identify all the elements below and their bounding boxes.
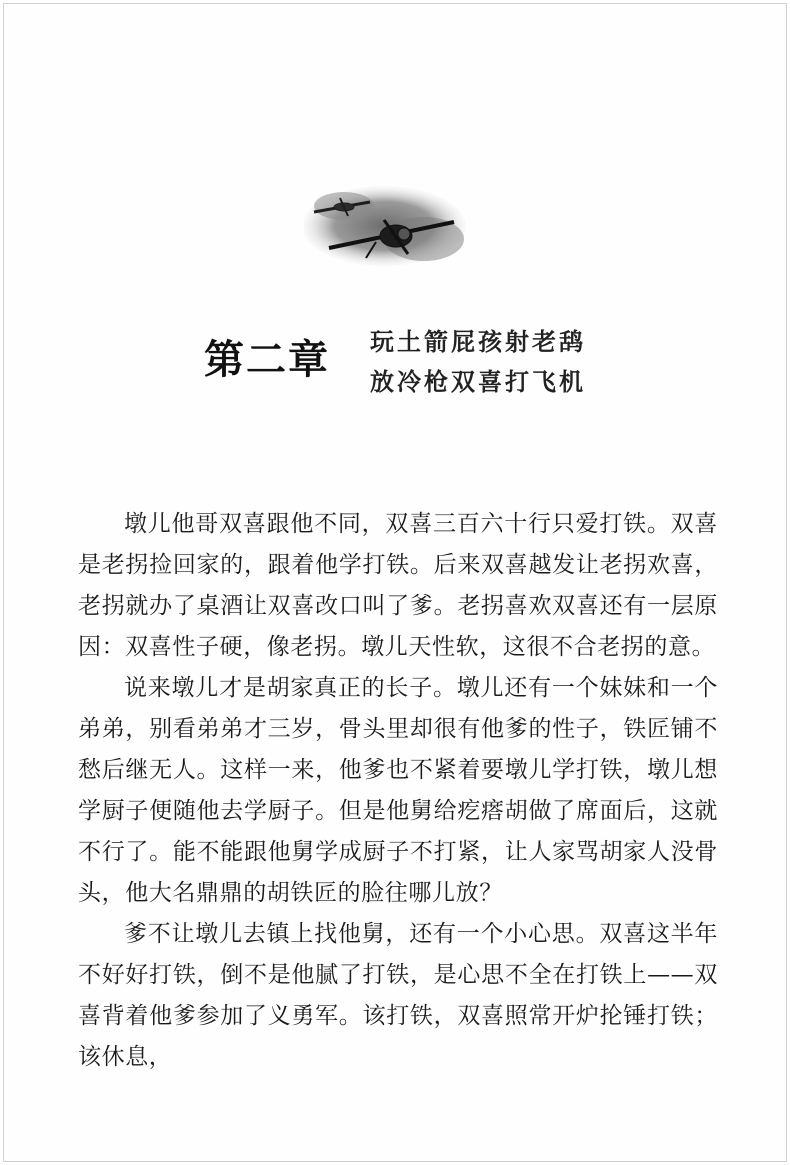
chapter-heading	[204, 322, 624, 402]
paragraph: 爹不让墩儿去镇上找他舅，还有一个小心思。双喜这半年不好好打铁，倒不是他腻了打铁，是心思不全在打铁上——双喜背着他爹参加了义勇军。该打铁，双喜照常开炉抡锤打铁；该休息，	[78, 921, 718, 1070]
fighter-planes-icon	[304, 184, 474, 274]
body-text	[78, 504, 718, 1078]
chapter-number: 第二章	[204, 336, 330, 383]
fighter-planes-illustration	[304, 184, 474, 274]
paragraph: 墩儿他哥双喜跟他不同，双喜三百六十行只爱打铁。双喜是老拐捡回家的，跟着他学打铁。后来双喜越发让老拐欢喜，老拐就办了桌酒让双喜改口叫了爹。老拐喜欢双喜还有一层原因：双喜性子硬，像老拐。墩儿天性软，这很不合老拐的意。	[78, 511, 718, 660]
chapter-title-line-2: 放冷枪双喜打飞机	[370, 367, 586, 396]
chapter-title-line-1: 玩土箭屁孩射老鸹	[370, 327, 586, 356]
paragraph: 说来墩儿才是胡家真正的长子。墩儿还有一个妹妹和一个弟弟，别看弟弟才三岁，骨头里却很有他爹的性子，铁匠铺不愁后继无人。这样一来，他爹也不紧着要墩儿学打铁，墩儿想学厨子便随他去学厨子。但是他舅给疙瘩胡做了席面后，这就不行了。能不能跟他舅学成厨子不打紧，让人家骂胡家人没骨头，他大名鼎鼎的胡铁匠的脸往哪儿放？	[78, 675, 718, 906]
book-page	[3, 3, 787, 1162]
